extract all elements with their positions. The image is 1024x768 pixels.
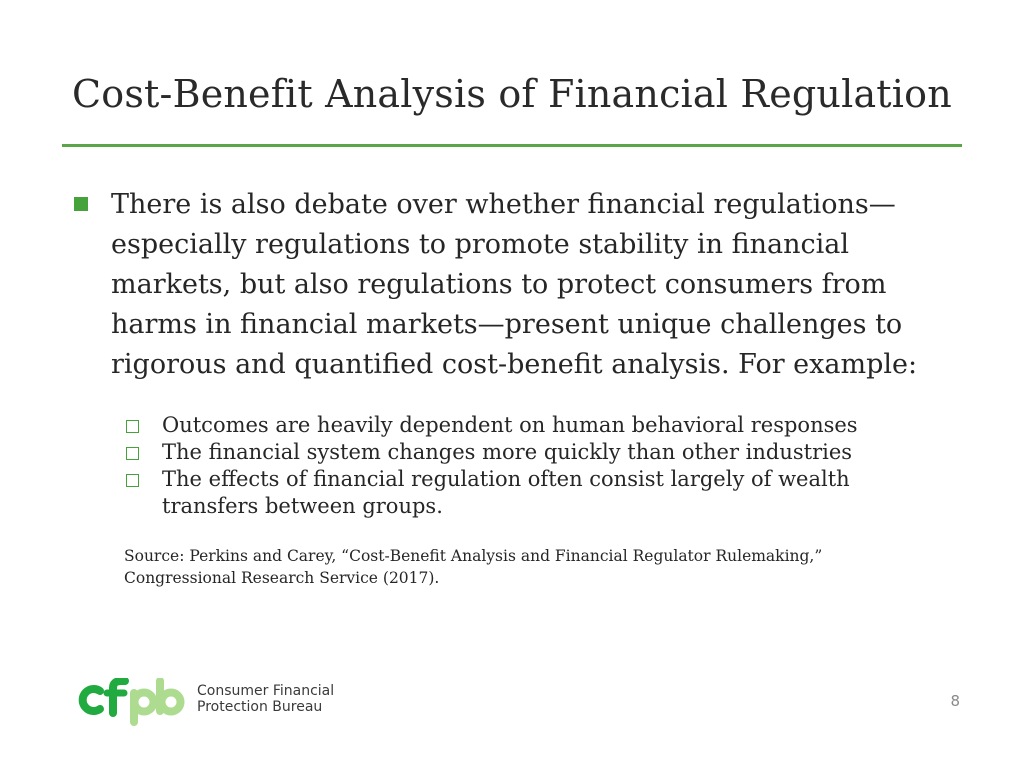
page-number: 8 — [950, 692, 960, 710]
logo-text — [197, 683, 334, 715]
sub-bullet-text: The financial system changes more quickly than other industries — [162, 440, 853, 464]
logo-line-2: Protection Bureau — [197, 699, 323, 715]
sub-bullet-text: Outcomes are heavily dependent on human behavioral responses — [162, 413, 858, 437]
main-bullet-text: There is also debate over whether financial regulations—especially regulations to promote stability in financial markets, but also regulations to protect consumers from harms in financial markets—present unique challenges to rigorous and quantified cost-benefit analysis. For example: — [111, 189, 918, 380]
sub-bullet-text: The effects of financial regulation often consist largely of wealth transfers between groups. — [162, 467, 850, 518]
hollow-square-bullet-icon — [126, 420, 139, 433]
logo-line-1: Consumer Financial — [197, 683, 335, 699]
source-citation: Source: Perkins and Carey, “Cost-Benefit Analysis and Financial Regulator Rulemaking,” Congressional Research Service (2017). — [124, 547, 823, 587]
cfpb-logo — [78, 678, 348, 726]
filled-square-bullet-icon — [74, 197, 88, 211]
title-divider — [62, 144, 962, 147]
sub-bullet-item — [124, 412, 924, 439]
hollow-square-bullet-icon — [126, 447, 139, 460]
cfpb-wordmark-icon — [78, 678, 188, 726]
sub-bullet-list — [124, 412, 924, 520]
sub-bullet-item — [124, 466, 924, 520]
slide-title: Cost-Benefit Analysis of Financial Regulation — [72, 72, 952, 116]
sub-bullet-item — [124, 439, 924, 466]
hollow-square-bullet-icon — [126, 474, 139, 487]
